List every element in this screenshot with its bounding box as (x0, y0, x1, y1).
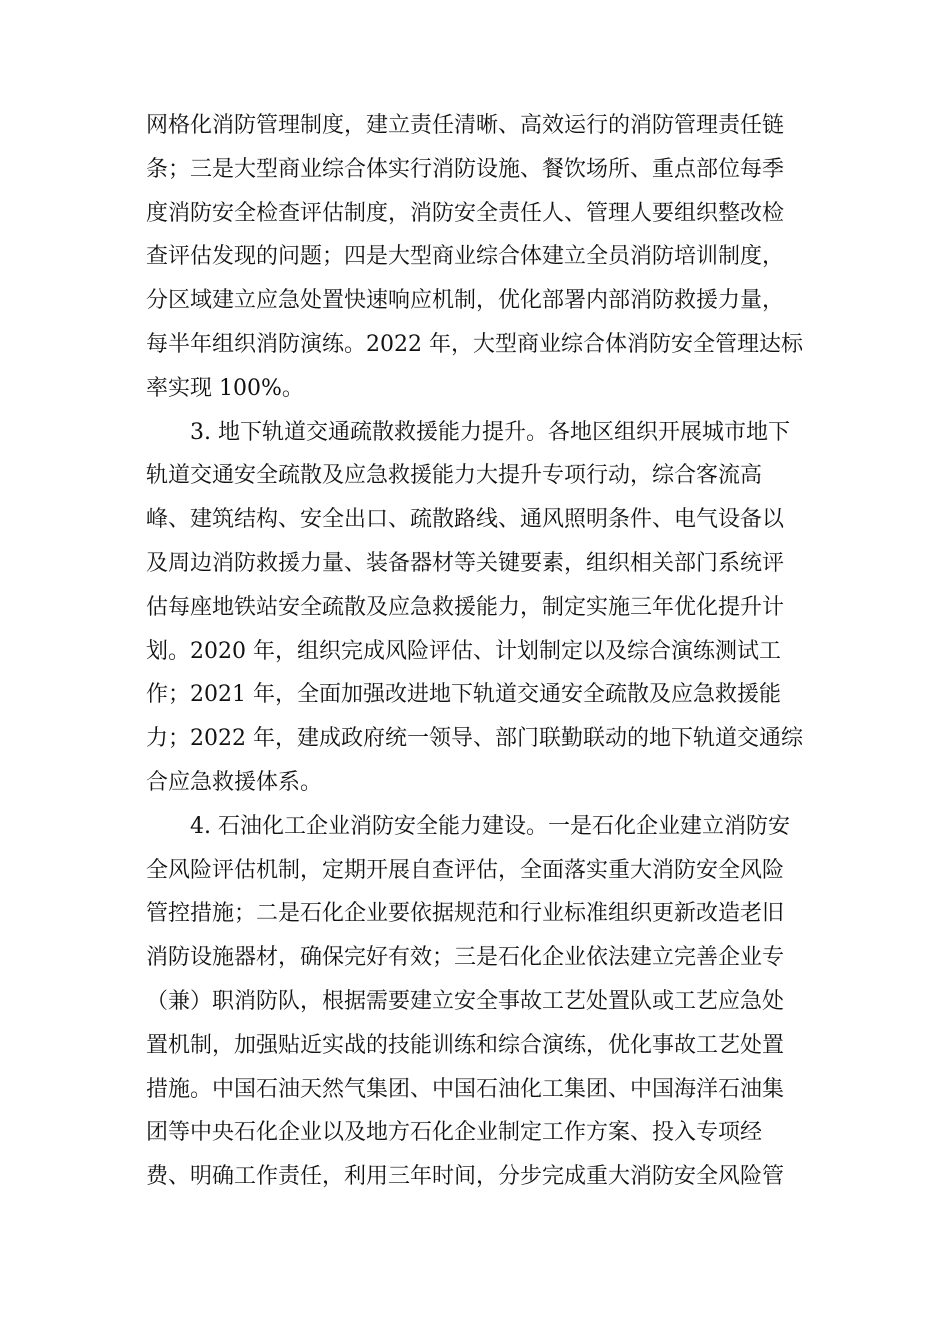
text-line: 费、明确工作责任，利用三年时间，分步完成重大消防安全风险管 (146, 1164, 785, 1190)
text-line: 条；三是大型商业综合体实行消防设施、餐饮场所、重点部位每季 (146, 156, 785, 182)
text-line: （兼）职消防队，根据需要建立安全事故工艺处置队或工艺应急处 (146, 988, 785, 1014)
text-line: 消防设施器材，确保完好有效；三是石化企业依法建立完善企业专 (146, 945, 785, 971)
text-line: 及周边消防救援力量、装备器材等关键要素，组织相关部门系统评 (146, 550, 785, 576)
body-text (146, 104, 806, 1199)
text-line: 全风险评估机制，定期开展自查评估，全面落实重大消防安全风险 (146, 857, 785, 883)
text-line: 度消防安全检查评估制度，消防安全责任人、管理人要组织整改检 (146, 200, 785, 226)
text-line: 率实现 100%。 (146, 375, 304, 401)
text-line: 置机制，加强贴近实战的技能训练和综合演练，优化事故工艺处置 (146, 1032, 785, 1058)
text-line: 轨道交通安全疏散及应急救援能力大提升专项行动，综合客流高 (146, 463, 763, 489)
text-line: 措施。中国石油天然气集团、中国石油化工集团、中国海洋石油集 (146, 1076, 785, 1102)
text-line: 划。2020 年，组织完成风险评估、计划制定以及综合演练测试工 (146, 638, 781, 664)
text-line: 合应急救援体系。 (146, 769, 323, 795)
paragraph-first-line: 3. 地下轨道交通疏散救援能力提升。各地区组织开展城市地下 (190, 419, 790, 445)
text-line: 峰、建筑结构、安全出口、疏散路线、通风照明条件、电气设备以 (146, 507, 785, 533)
text-line: 查评估发现的问题；四是大型商业综合体建立全员消防培训制度， (146, 244, 785, 270)
paragraph-first-line: 4. 石油化工企业消防安全能力建设。一是石化企业建立消防安 (190, 813, 790, 839)
text-line: 管控措施；二是石化企业要依据规范和行业标准组织更新改造老旧 (146, 901, 785, 927)
text-line: 估每座地铁站安全疏散及应急救援能力，制定实施三年优化提升计 (146, 594, 785, 620)
text-line: 分区域建立应急处置快速响应机制，优化部署内部消防救援力量， (146, 288, 785, 314)
text-line: 网格化消防管理制度，建立责任清晰、高效运行的消防管理责任链 (146, 113, 785, 138)
text-line: 团等中央石化企业以及地方石化企业制定工作方案、投入专项经 (146, 1120, 763, 1146)
text-line: 作；2021 年，全面加强改进地下轨道交通安全疏散及应急救援能 (146, 682, 781, 708)
text-line: 力；2022 年，建成政府统一领导、部门联勤联动的地下轨道交通综 (146, 726, 803, 752)
text-line: 每半年组织消防演练。2022 年，大型商业综合体消防安全管理达标 (146, 331, 803, 357)
